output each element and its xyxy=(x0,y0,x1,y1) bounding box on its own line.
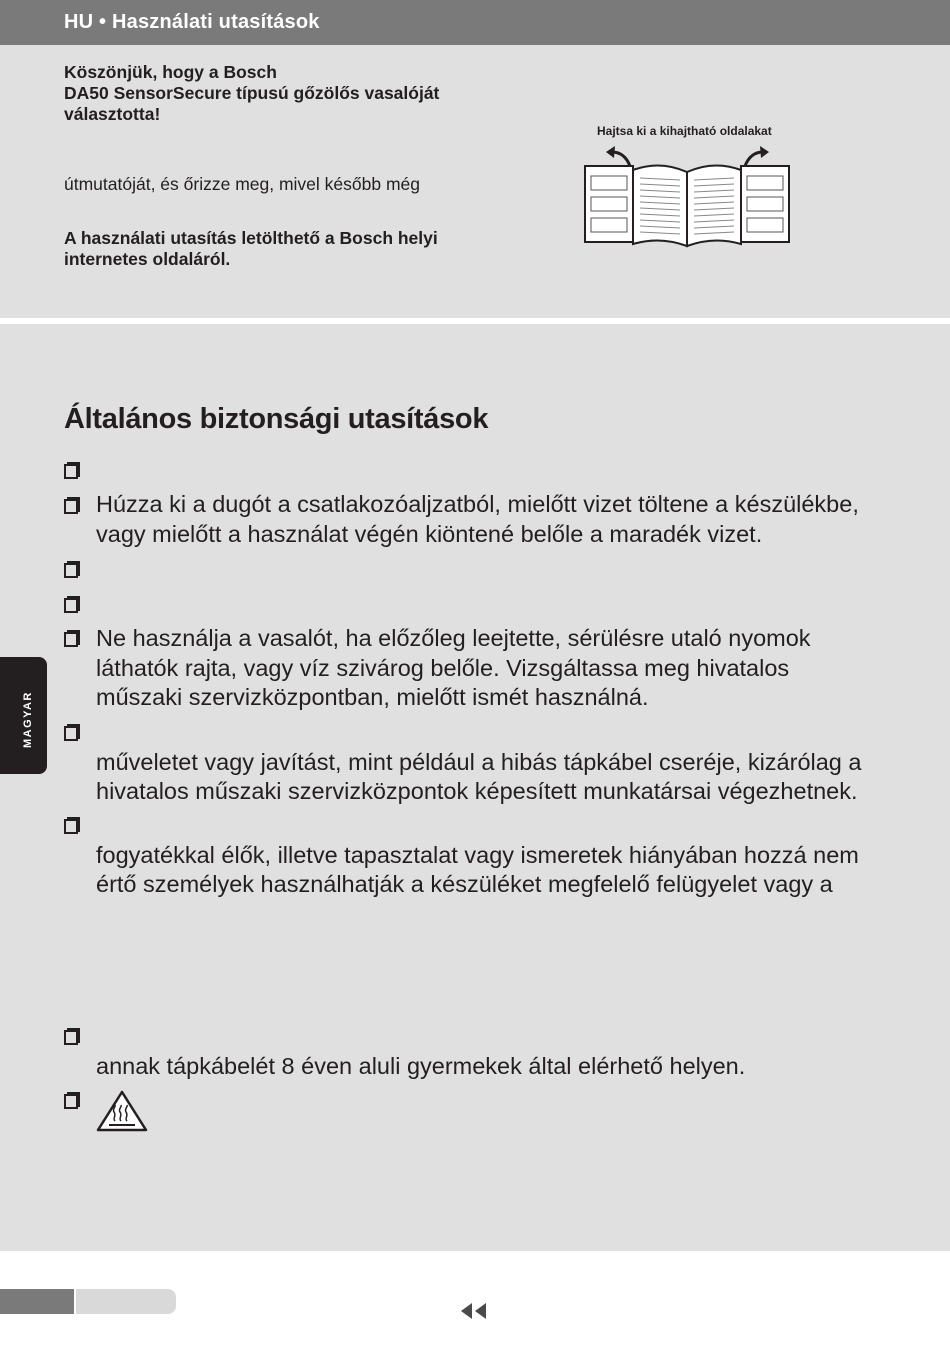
checkbox-square-icon xyxy=(64,497,80,515)
checkbox-square-icon xyxy=(64,1028,80,1046)
header-title: HU • Használati utasítások xyxy=(64,11,320,33)
thanks-text xyxy=(64,62,484,125)
language-side-tab-label: MAGYAR xyxy=(22,691,34,748)
safety-item-line: értő személyek használhatják a készüléket megfelelő felügyelet vagy a xyxy=(96,871,833,897)
download-text xyxy=(64,228,484,270)
safety-item-line xyxy=(96,811,896,841)
thanks-line: választotta! xyxy=(64,104,161,124)
checkbox-square-icon xyxy=(64,1092,80,1110)
safety-item-line: műszaki szervizközpontban, mielőtt ismét használná. xyxy=(96,684,649,710)
safety-item-line: annak tápkábelét 8 éven aluli gyermekek által elérhető helyen. xyxy=(96,1052,746,1079)
safety-item-line: műveletet vagy javítást, mint például a hibás tápkábel cseréje, kizárólag a xyxy=(96,748,862,775)
checkbox-square-icon xyxy=(64,462,80,480)
safety-item-line: vagy mielőtt a használat végén kiöntené belőle a maradék vizet. xyxy=(96,520,763,547)
safety-item-line: fogyatékkal élők, illetve tapasztalat vagy ismeretek hiányában hozzá nem xyxy=(96,841,859,868)
safety-item-line: láthatók rajta, vagy víz szivárog belőle. Vizsgáltassa meg hivatalos xyxy=(96,654,790,681)
safety-item-line xyxy=(96,1022,896,1052)
thanks-line: Köszönjük, hogy a Bosch xyxy=(64,62,277,82)
header-bar xyxy=(0,0,950,45)
safety-item xyxy=(96,1022,896,1081)
page-progress-dark xyxy=(0,1289,74,1314)
safety-item xyxy=(96,624,896,713)
fold-caption: Hajtsa ki a kihajtható oldalakat xyxy=(597,124,772,138)
page-progress-light xyxy=(76,1289,176,1314)
checkbox-square-icon xyxy=(64,630,80,648)
checkbox-square-icon xyxy=(64,561,80,579)
rewind-icon[interactable] xyxy=(460,1302,488,1325)
checkbox-square-icon xyxy=(64,817,80,835)
open-book-foldout-icon xyxy=(580,144,795,255)
intro-partial-line: útmutatóját, és őrizze meg, mivel később még xyxy=(64,174,420,194)
thanks-line: DA50 SensorSecure típusú gőzölős vasalóját xyxy=(64,83,440,103)
safety-item xyxy=(96,718,896,807)
checkbox-square-icon xyxy=(64,596,80,614)
safety-item xyxy=(96,811,896,900)
safety-item-line: Húzza ki a dugót a csatlakozóaljzatból, mielőtt vizet töltene a készülékbe, xyxy=(96,491,859,517)
download-line: A használati utasítás letölthető a Bosch helyi xyxy=(64,228,438,248)
download-line: internetes oldaláról. xyxy=(64,249,231,269)
section-heading: Általános biztonsági utasítások xyxy=(64,403,489,435)
safety-item xyxy=(96,490,896,549)
hot-surface-warning-icon xyxy=(96,1090,148,1137)
checkbox-square-icon xyxy=(64,724,80,742)
safety-item-line: Ne használja a vasalót, ha előzőleg leejtette, sérülésre utaló nyomok xyxy=(96,625,811,651)
safety-item-line xyxy=(96,718,896,748)
safety-item-line: hivatalos műszaki szervizközpontok képesített munkatársai végezhetnek. xyxy=(96,778,858,804)
